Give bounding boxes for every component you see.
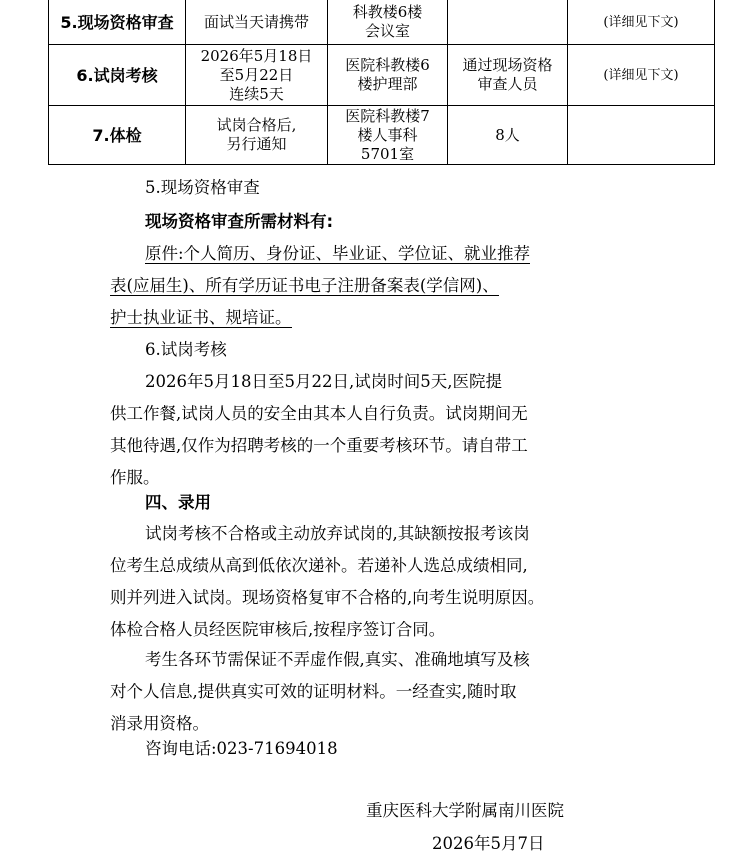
materials-line: 护士执业证书、规培证。 [110,308,292,327]
table-row [49,0,715,45]
note-cell: (详细见下文) [568,45,715,106]
people-cell: 通过现场资格 审查人员 [448,45,568,106]
text-line: 体检合格人员经医院审核后,按程序签订合同。 [110,620,446,639]
people-cell [448,0,568,45]
stage-cell: 7.体检 [49,106,186,165]
schedule-table [48,0,715,165]
text-line: 消录用资格。 [110,714,209,733]
text-line: 供工作餐,试岗人员的安全由其本人自行负责。试岗期间无 [110,404,528,423]
stage-cell: 5.现场资格审查 [49,0,186,45]
signature-date: 2026年5月7日 [432,834,545,853]
materials-heading: 现场资格审查所需材料有: [145,212,334,231]
stage-cell: 6.试岗考核 [49,45,186,106]
materials-line: 表(应届生)、所有学历证书电子注册备案表(学信网)、 [110,276,499,295]
text-line: 则并列进入试岗。现场资格复审不合格的,向考生说明原因。 [110,588,545,607]
text-line: 2026年5月18日至5月22日,试岗时间5天,医院提 [145,372,502,391]
time-cell: 面试当天请携带 [186,0,328,45]
section-4-para-2 [110,644,630,740]
section-6-body [110,366,630,494]
section-6-heading: 6.试岗考核 [145,340,227,359]
text-line: 其他待遇,仅作为招聘考核的一个重要考核环节。请自带工 [110,436,528,455]
text-line: 位考生总成绩从高到低依次递补。若递补人选总成绩相同, [110,556,528,575]
text-line: 考生各环节需保证不弄虚作假,真实、准确地填写及核 [145,650,530,669]
time-cell: 2026年5月18日 至5月22日 连续5天 [186,45,328,106]
table-row [49,45,715,106]
place-cell: 医院科教楼7 楼人事科 5701室 [328,106,448,165]
materials-list [110,238,630,334]
section-5-heading: 5.现场资格审查 [145,178,260,197]
section-4-heading: 四、录用 [145,493,211,512]
section-4-para-1 [110,518,630,646]
signature-org: 重庆医科大学附属南川医院 [366,801,564,820]
note-cell [568,106,715,165]
place-cell: 医院科教楼6 楼护理部 [328,45,448,106]
materials-line: 原件:个人简历、身份证、毕业证、学位证、就业推荐 [145,244,531,263]
note-cell: (详细见下文) [568,0,715,45]
contact-phone: 咨询电话:023-71694018 [145,739,338,758]
text-line: 试岗考核不合格或主动放弃试岗的,其缺额按报考该岗 [145,524,530,543]
time-cell: 试岗合格后, 另行通知 [186,106,328,165]
table-row [49,106,715,165]
text-line: 作服。 [110,468,160,487]
place-cell: 科教楼6楼 会议室 [328,0,448,45]
text-line: 对个人信息,提供真实可效的证明材料。一经查实,随时取 [110,682,517,701]
people-cell: 8人 [448,106,568,165]
